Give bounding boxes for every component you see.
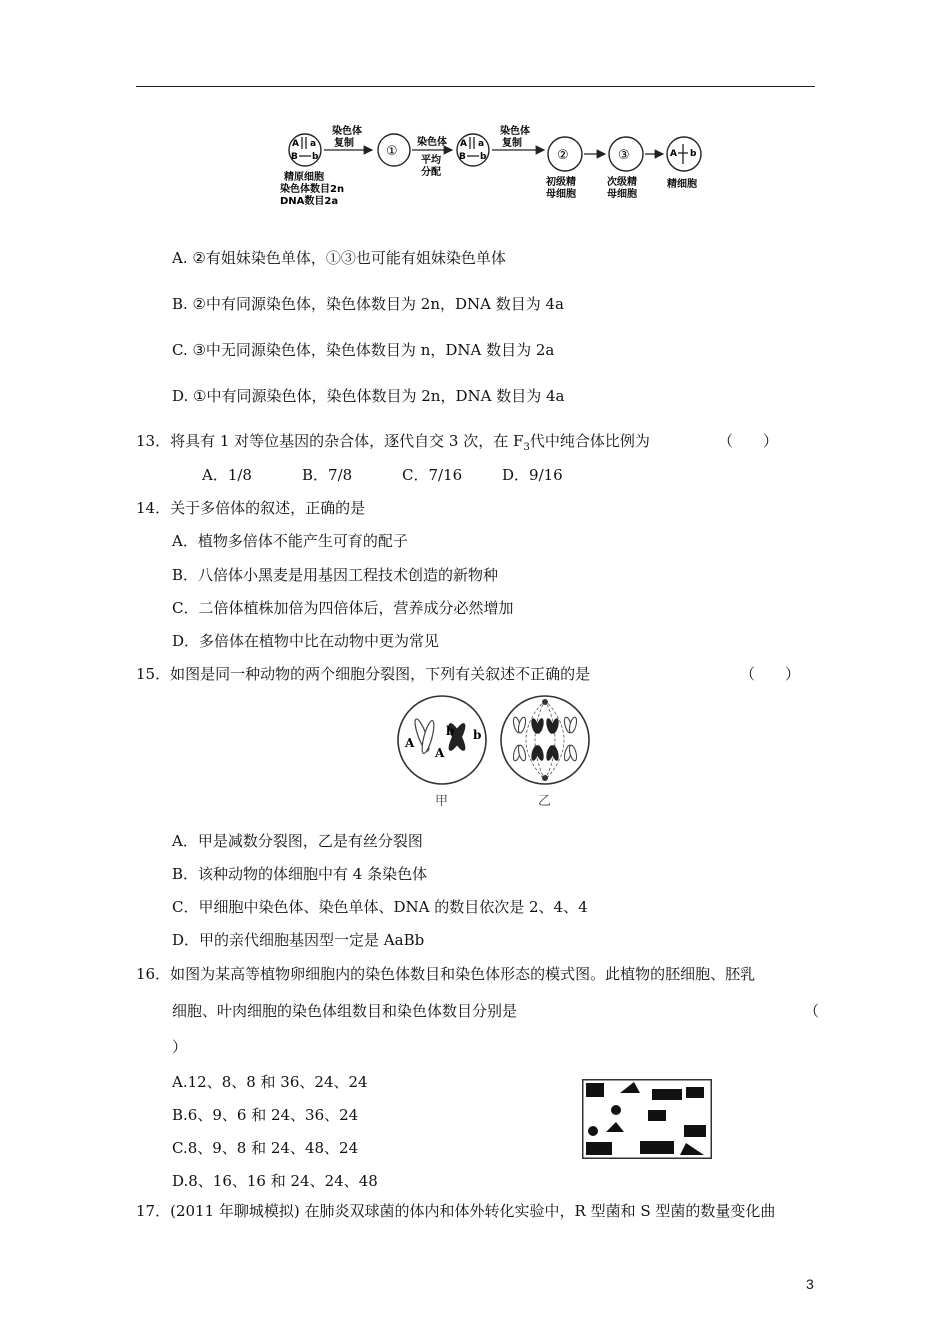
q15-answer-paren: （ ）: [740, 665, 801, 683]
arrow2-bottom1-label: 平均: [421, 155, 441, 166]
arrow2-top-label: 染色体: [417, 137, 447, 148]
q16-stem-line1: 16．如图为某高等植物卵细胞内的染色体数目和染色体形态的模式图。此植物的胚细胞、胚乳: [136, 965, 756, 983]
q12-option-a: A. ②有姐妹染色单体，①③也可能有姐妹染色单体: [172, 249, 506, 267]
page-number: 3: [806, 1276, 814, 1292]
q15-stem: 15．如图是同一种动物的两个细胞分裂图，下列有关叙述不正确的是: [136, 665, 591, 683]
cell-yi-chromosomes-dark: [530, 717, 560, 761]
circle-3-label: ③: [618, 148, 630, 163]
egg-cell-chromosome-figure: [582, 1079, 712, 1159]
gene-B-label: B: [291, 152, 298, 162]
circle-3-caption-1: 次级精: [607, 177, 637, 188]
start-cell-caption-2: 染色体数目2n: [280, 184, 345, 195]
q16-option-c: C.8、9、8 和 24、48、24: [172, 1139, 359, 1157]
q16-option-a: A.12、8、8 和 36、24、24: [172, 1073, 368, 1091]
start-cell-caption-1: 精原细胞: [284, 172, 324, 183]
circle-2-caption-2: 母细胞: [546, 189, 576, 200]
q14-option-d: D．多倍体在植物中比在动物中更为常见: [172, 632, 440, 650]
cell-jia-gene-A-left: A: [405, 736, 415, 750]
gene-a-label: a: [478, 139, 485, 149]
arrow1-bottom-label: 复制: [334, 138, 354, 149]
circle-2-caption-1: 初级精: [546, 177, 576, 188]
cell-yi-label: 乙: [538, 794, 552, 809]
spermatogenesis-flow-diagram: [280, 118, 710, 218]
q16-paren-open: （: [804, 1002, 820, 1020]
header-rule: [136, 86, 815, 87]
cell-yi-circle: [501, 696, 589, 784]
gene-B-label: B: [459, 152, 466, 162]
q15-option-b: B．该种动物的体细胞中有 4 条染色体: [172, 865, 428, 883]
gene-A-label: A: [460, 139, 467, 149]
arrow1-top-label: 染色体: [332, 126, 362, 137]
gene-A-label: A: [670, 149, 677, 159]
gene-b-label: b: [690, 149, 697, 159]
cell-division-figure: [395, 695, 595, 815]
cell-jia-label: 甲: [435, 794, 449, 809]
cell-jia-chromosomes: [412, 718, 436, 755]
q12-option-d: D. ①中有同源染色体，染色体数目为 2n，DNA 数目为 4a: [172, 387, 565, 405]
q13-answer-paren: （ ）: [718, 432, 779, 450]
cell-yi-chromosomes-outline: [512, 716, 578, 761]
q13-option-b: B．7/8: [302, 466, 353, 484]
q14-option-a: A．植物多倍体不能产生可育的配子: [172, 532, 408, 550]
start-cell-caption-3: DNA数目2a: [280, 196, 339, 207]
q17-stem: 17．(2011 年聊城模拟) 在肺炎双球菌的体内和体外转化实验中，R 型菌和 S 型菌的数量变化曲: [136, 1202, 776, 1220]
arrow3-top-label: 染色体: [500, 126, 530, 137]
arrow2-bottom2-label: 分配: [421, 167, 441, 178]
cell-yi-spindle: [526, 700, 564, 780]
chromosome-shapes: [586, 1082, 706, 1155]
q13-option-a: A．1/8: [202, 466, 252, 484]
circle-3-caption-2: 母细胞: [607, 189, 637, 200]
q13-option-d: D．9/16: [502, 466, 563, 484]
q16-paren-close: ）: [172, 1038, 188, 1056]
q15-option-a: A．甲是减数分裂图，乙是有丝分裂图: [172, 832, 423, 850]
q14-option-b: B．八倍体小黑麦是用基因工程技术创造的新物种: [172, 566, 499, 584]
cell-jia-gene-b-left: b: [446, 724, 455, 738]
q15-option-d: D．甲的亲代细胞基因型一定是 AaBb: [172, 931, 425, 949]
gene-A-label: A: [292, 139, 299, 149]
gene-b-label: b: [312, 152, 319, 162]
cell-jia-gene-A-right: A: [435, 746, 445, 760]
gene-a-label: a: [310, 139, 317, 149]
circle-2-label: ②: [557, 148, 569, 163]
q12-option-b: B. ②中有同源染色体，染色体数目为 2n，DNA 数目为 4a: [172, 295, 564, 313]
q12-option-c: C. ③中无同源染色体，染色体数目为 n，DNA 数目为 2a: [172, 341, 555, 359]
q14-option-c: C．二倍体植株加倍为四倍体后，营养成分必然增加: [172, 599, 514, 617]
circle-1-label: ①: [386, 144, 398, 159]
q14-stem: 14．关于多倍体的叙述，正确的是: [136, 499, 366, 517]
q16-stem-line2: 细胞、叶肉细胞的染色体组数目和染色体数目分别是: [172, 1002, 518, 1020]
q16-option-b: B.6、9、6 和 24、36、24: [172, 1106, 359, 1124]
q16-option-d: D.8、16、16 和 24、24、48: [172, 1172, 378, 1190]
gene-b-label: b: [480, 152, 487, 162]
q13-option-c: C．7/16: [402, 466, 463, 484]
q15-option-c: C．甲细胞中染色体、染色单体、DNA 的数目依次是 2、4、4: [172, 898, 588, 916]
cell-jia-gene-b-right: b: [473, 728, 482, 742]
arrow3-bottom-label: 复制: [502, 138, 522, 149]
end-cell-caption: 精细胞: [667, 179, 697, 190]
q13-stem: 13．将具有 1 对等位基因的杂合体，逐代自交 3 次，在 $F_3$代中纯合体比例为: [136, 432, 650, 453]
